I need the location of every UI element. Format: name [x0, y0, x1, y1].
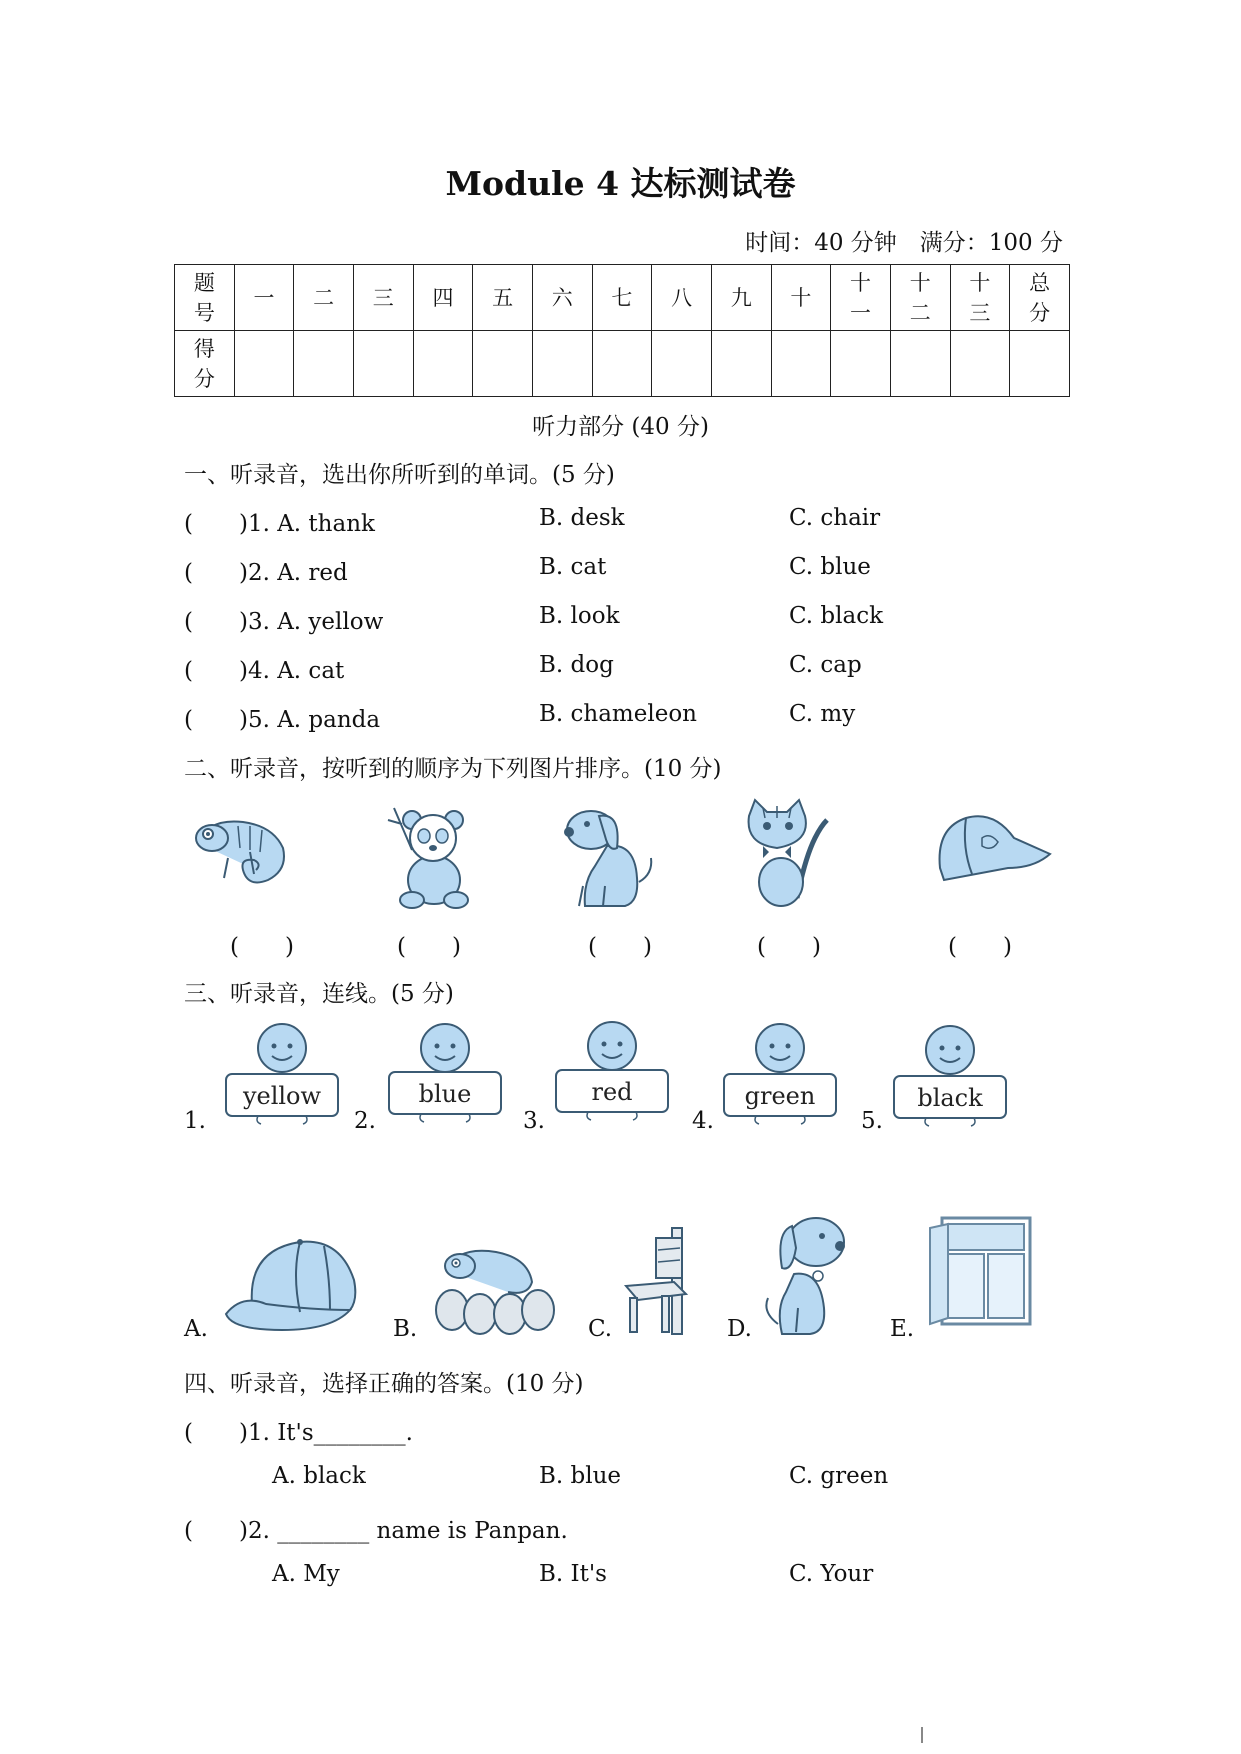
score-table-score-row: [175, 331, 1070, 397]
dog-icon: [555, 802, 655, 912]
col-11: 十 一: [831, 265, 891, 331]
kid-sign-text: red: [591, 1078, 633, 1106]
chameleon-on-strawberries-icon: [432, 1236, 562, 1336]
kid-number-5: 5.: [861, 1108, 883, 1134]
sec1-item-4: ( )4. A. cat B. dog C. cap: [184, 652, 862, 684]
cat-icon: [735, 798, 835, 913]
kid-sign-text: black: [917, 1084, 983, 1112]
score-cell[interactable]: [771, 331, 831, 397]
order-blank-1[interactable]: ( ): [230, 934, 294, 960]
listening-header: 听力部分 (40 分): [532, 414, 709, 440]
col-9: 九: [711, 265, 771, 331]
kid-green: [720, 1018, 840, 1130]
section-2-title: 二、听录音，按听到的顺序为下列图片排序。(10 分): [184, 756, 722, 782]
score-cell[interactable]: [652, 331, 712, 397]
dog-icon: [758, 1212, 858, 1337]
col-3: 三: [353, 265, 413, 331]
sec1-item-5: ( )5. A. panda B. chameleon C. my: [184, 701, 856, 733]
score-cell[interactable]: [831, 331, 891, 397]
col-6: 六: [532, 265, 592, 331]
score-cell[interactable]: [473, 331, 533, 397]
sec1-item-2: ( )2. A. red B. cat C. blue: [184, 554, 871, 586]
kid-number-4: 4.: [692, 1108, 714, 1134]
col-total: 总 分: [1010, 265, 1070, 331]
col-1: 一: [234, 265, 294, 331]
kid-blue: [385, 1018, 505, 1130]
col-10: 十: [771, 265, 831, 331]
kid-number-2: 2.: [354, 1108, 376, 1134]
page-title: Module 4 达标测试卷: [445, 164, 796, 203]
sec1-item-3: ( )3. A. yellow B. look C. black: [184, 603, 884, 635]
chair-icon: [622, 1224, 698, 1338]
kid-red: [552, 1018, 672, 1130]
object-letter-e: E.: [890, 1316, 915, 1342]
sec1-item-1: ( )1. A. thank B. desk C. chair: [184, 505, 881, 537]
col-4: 四: [413, 265, 473, 331]
score-cell[interactable]: [353, 331, 413, 397]
chameleon-icon: [188, 808, 298, 900]
score-cell[interactable]: [413, 331, 473, 397]
cap-icon: [222, 1230, 367, 1335]
order-blank-4[interactable]: ( ): [757, 934, 821, 960]
section-1-title: 一、听录音，选出你所听到的单词。(5 分): [184, 462, 615, 488]
col-2: 二: [294, 265, 354, 331]
kid-yellow: [222, 1018, 342, 1130]
score-row-label: 得 分: [175, 331, 235, 397]
kid-sign-text: blue: [418, 1080, 472, 1108]
score-table: [174, 264, 1070, 397]
object-letter-b: B.: [393, 1316, 418, 1342]
order-blank-3[interactable]: ( ): [588, 934, 652, 960]
sec4-item-2-options: A. My B. It's C. Your: [272, 1561, 874, 1587]
score-cell[interactable]: [890, 331, 950, 397]
score-cell[interactable]: [1010, 331, 1070, 397]
window-icon: [928, 1214, 1034, 1330]
score-cell[interactable]: [950, 331, 1010, 397]
object-letter-d: D.: [727, 1316, 752, 1342]
score-cell[interactable]: [532, 331, 592, 397]
col-13: 十 三: [950, 265, 1010, 331]
exam-meta: 时间：40 分钟 满分：100 分: [745, 230, 1063, 256]
object-letter-c: C.: [588, 1316, 613, 1342]
cap-icon: [932, 808, 1052, 890]
page-mark: [921, 1727, 923, 1743]
kid-sign-text: green: [744, 1082, 816, 1110]
col-7: 七: [592, 265, 652, 331]
score-cell[interactable]: [294, 331, 354, 397]
col-5: 五: [473, 265, 533, 331]
order-blank-5[interactable]: ( ): [948, 934, 1012, 960]
sec4-item-1-options: A. black B. blue C. green: [272, 1463, 889, 1489]
kid-black: [890, 1018, 1010, 1130]
kid-sign-text: yellow: [242, 1082, 322, 1110]
panda-icon: [382, 800, 482, 912]
col-8: 八: [652, 265, 712, 331]
kid-number-1: 1.: [184, 1108, 206, 1134]
section-4-title: 四、听录音，选择正确的答案。(10 分): [184, 1371, 584, 1397]
score-cell[interactable]: [711, 331, 771, 397]
score-cell[interactable]: [234, 331, 294, 397]
object-letter-a: A.: [184, 1316, 208, 1342]
sec4-item-1: ( )1. It's________.: [184, 1420, 413, 1446]
col-12: 十 二: [890, 265, 950, 331]
order-blank-2[interactable]: ( ): [397, 934, 461, 960]
score-table-header-row: [175, 265, 1070, 331]
score-table-label: 题 号: [175, 265, 235, 331]
kid-number-3: 3.: [523, 1108, 545, 1134]
sec4-item-2: ( )2. ________ name is Panpan.: [184, 1518, 568, 1544]
section-3-title: 三、听录音，连线。(5 分): [184, 981, 454, 1007]
score-cell[interactable]: [592, 331, 652, 397]
